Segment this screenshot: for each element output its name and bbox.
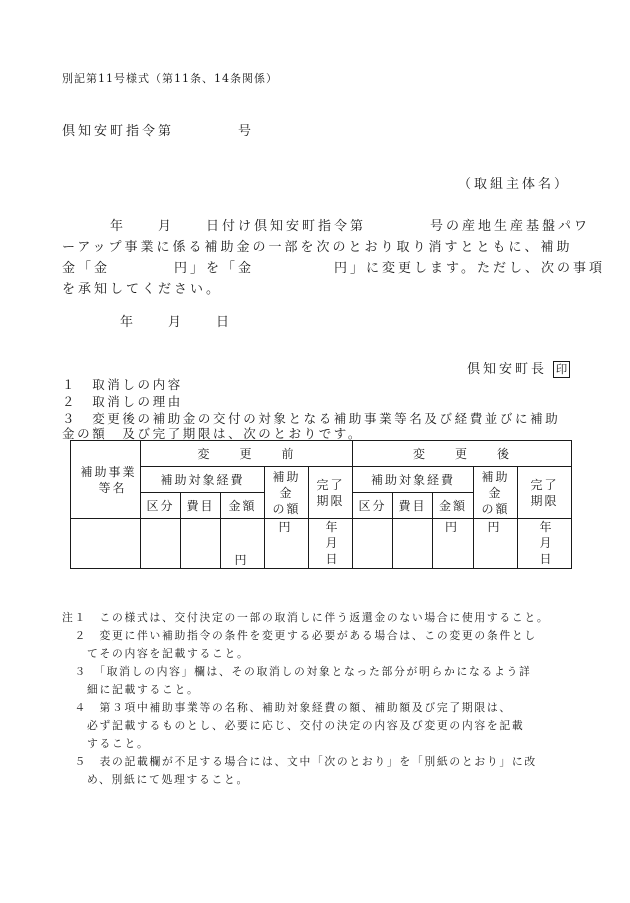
cell-expense-item-after <box>393 519 433 569</box>
date-year: 年 <box>539 520 554 534</box>
cell-category-before <box>141 519 181 569</box>
yen-unit: 円 <box>278 520 293 534</box>
note-line: 注１ この様式は、交付決定の一部の取消しに伴う返還金のない場合に使用すること。 <box>62 611 550 624</box>
col-category-after: 区分 <box>353 493 393 519</box>
yen-unit: 円 <box>445 520 460 534</box>
deadline-header-before <box>309 467 353 519</box>
body-line-2: ーアップ事業に係る補助金の一部を次のとおり取り消すとともに、補助 <box>62 240 573 255</box>
item-1: １ 取消しの内容 <box>62 377 183 392</box>
note-line: ４ 第３項中補助事業等の名称、補助対象経費の額、補助額及び完了期限は、 <box>62 701 512 714</box>
cell-amount-before <box>221 519 265 569</box>
deadline-header-after-l1: 完了 <box>530 477 559 492</box>
note-line: てその内容を記載すること。 <box>62 647 250 660</box>
cell-amount-after <box>433 519 474 569</box>
col-expense-item-after: 費目 <box>393 493 433 519</box>
note-line: 必ず記載するものとし、必要に応じ、交付の決定の内容及び変更の内容を記載 <box>62 719 525 732</box>
date-month: 月 <box>325 536 340 550</box>
before-change-header: 変 更 前 <box>141 441 353 467</box>
note-line: ２ 変更に伴い補助指令の条件を変更する必要がある場合は、この変更の条件とし <box>62 629 537 642</box>
cell-deadline-after <box>518 519 572 569</box>
form-header: 別記第11号様式（第11条、14条関係） <box>62 72 278 85</box>
project-name-header-line2: 等名 <box>98 480 127 495</box>
cell-category-after <box>353 519 393 569</box>
yen-unit: 円 <box>487 520 502 534</box>
cost-header-before: 補助対象経費 <box>141 467 265 493</box>
yen-unit: 円 <box>234 553 249 567</box>
subsidy-header-before-l2: 金 <box>279 485 294 500</box>
project-name-header <box>71 441 141 519</box>
item-3: ３ 変更後の補助金の交付の対象となる補助事業等名及び経費並びに補助 <box>62 411 561 426</box>
project-name-header-line1: 補助事業 <box>80 464 137 479</box>
deadline-header-before-l1: 完了 <box>316 477 345 492</box>
seal-stamp: 印 <box>553 361 570 378</box>
deadline-header-before-l2: 期限 <box>316 493 345 508</box>
notes-section <box>62 609 622 789</box>
cell-deadline-before <box>309 519 353 569</box>
subsidy-header-before <box>265 467 309 519</box>
col-expense-item-before: 費目 <box>181 493 221 519</box>
cell-subsidy-before <box>265 519 309 569</box>
cell-project-name <box>71 519 141 569</box>
date-year: 年 <box>325 520 340 534</box>
signatory: 倶知安町長 <box>466 362 547 377</box>
col-amount-after: 金額 <box>433 493 474 519</box>
org-name: （取組主体名） <box>457 177 570 192</box>
date-day: 日 <box>539 552 554 566</box>
body-line-4: を承知してください。 <box>62 282 223 297</box>
subsidy-header-after-l3: の額 <box>481 501 510 516</box>
subsidy-header-before-l3: の額 <box>272 501 301 516</box>
note-line: ３ 「取消しの内容」欄は、その取消しの対象となった部分が明らかになるよう詳 <box>62 665 532 678</box>
note-line: 細に記載すること。 <box>62 683 200 696</box>
date-day: 日 <box>325 552 340 566</box>
subsidy-header-after-l1: 補助 <box>481 469 510 484</box>
note-line: ５ 表の記載欄が不足する場合には、文中「次のとおり」を「別紙のとおり」に改 <box>62 755 537 768</box>
cell-subsidy-after <box>474 519 518 569</box>
item-2: ２ 取消しの理由 <box>62 394 183 409</box>
subsidy-header-after <box>474 467 518 519</box>
subsidy-table <box>70 440 572 569</box>
note-line: め、別紙にて処理すること。 <box>62 773 250 786</box>
deadline-header-after-l2: 期限 <box>530 493 559 508</box>
date-month: 月 <box>539 536 554 550</box>
note-line: すること。 <box>62 737 150 750</box>
cell-expense-item-before <box>181 519 221 569</box>
body-line-1: 年 月 日付け倶知安町指令第 号の産地生産基盤パワ <box>62 219 591 234</box>
col-amount-before: 金額 <box>221 493 265 519</box>
subsidy-header-before-l1: 補助 <box>272 469 301 484</box>
signature-block <box>467 358 570 378</box>
date-line: 年 月 日 <box>120 315 233 330</box>
col-category-before: 区分 <box>141 493 181 519</box>
deadline-header-after <box>518 467 572 519</box>
after-change-header: 変 更 後 <box>353 441 572 467</box>
item-3-cont: 金の額 及び完了期限は、次のとおりです。 <box>62 426 364 441</box>
subsidy-header-after-l2: 金 <box>488 485 503 500</box>
doc-number: 倶知安町指令第 号 <box>62 124 255 139</box>
cost-header-after: 補助対象経費 <box>353 467 474 493</box>
body-line-3: 金「金 円」を「金 円」に変更します。ただし、次の事項 <box>62 261 605 276</box>
